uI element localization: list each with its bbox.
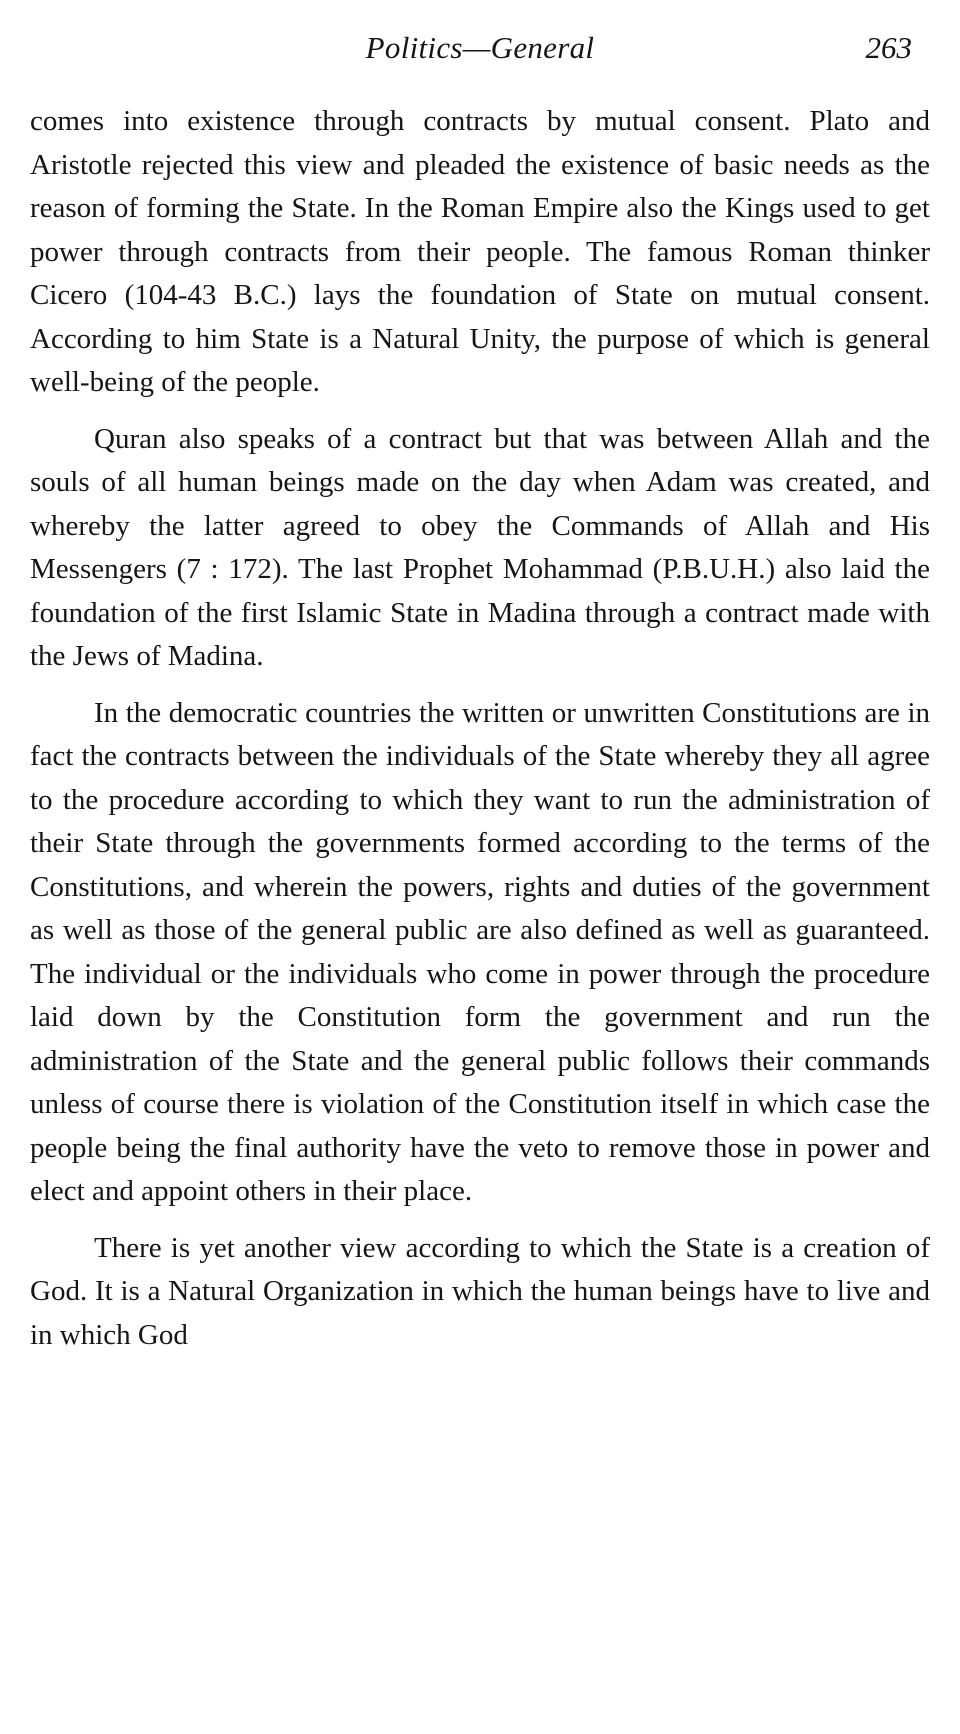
page-header [30,0,930,100]
running-title: Politics—General [365,30,595,65]
paragraph-continued: comes into existence through contracts by mutual consent. Plato and Aristotle rejected this view and pleaded the existence of basic needs as the reason of forming the State. In the Roman Empire also the Kings used to get power through contracts from their people. The famous Roman thinker Cicero (104-43 B.C.) lays the foundation of State on mutual consent. According to him State is a Natural Unity, the purpose of which is general well-being of the people. [30,105,930,398]
book-page [30,0,930,1734]
page-number: 263 [865,30,912,65]
body-text [30,100,930,1357]
paragraph-quran-contract: Quran also speaks of a contract but that was between Allah and the souls of all human beings made on the day when Adam was created, and whereby the latter agreed to obey the Commands of Allah and His Messengers (7 : 172). The last Prophet Mohammad (P.B.U.H.) also laid the foundation of the first Islamic State in Madina through a contract made with the Jews of Madina. [30,422,930,672]
paragraph-democratic-constitutions: In the democratic countries the written or unwritten Constitutions are in fact the contracts between the individuals of the State whereby they all agree to the procedure according to which they want to run the administration of their State through the governments formed according to the terms of the Constitutions, and wherein the powers, rights and duties of the government as well as those of the general public are also defined as well as guaranteed. The individual or the individuals who come in power through the procedure laid down by the Constitution form the government and run the administration of the State and the general public follows their commands unless of course there is violation of the Constitution itself in which case the people being the final authority have the veto to remove those in power and elect and appoint others in their place. [30,696,930,1207]
paragraph-state-creation-of-god: There is yet another view according to which the State is a creation of God. It is a Natural Organization in which the human beings have to live and in which God [30,1231,930,1351]
